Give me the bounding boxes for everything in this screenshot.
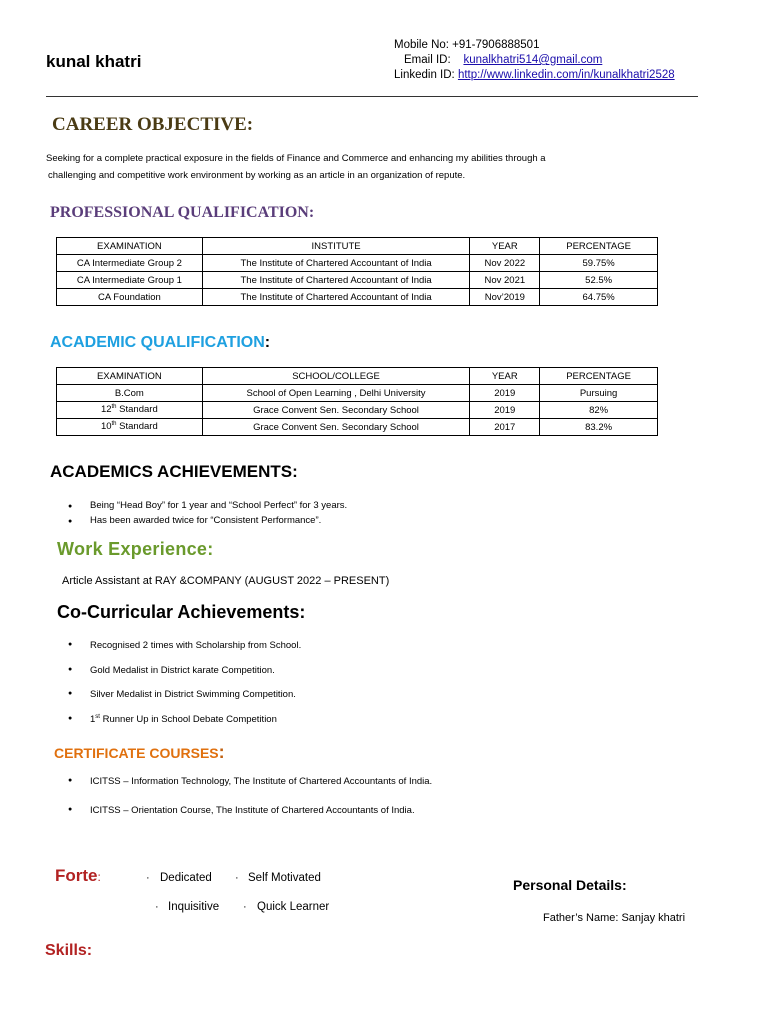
exam-text-rest: Standard	[116, 421, 158, 433]
list-item: ● Recognised 2 times with Scholarship from School.	[68, 640, 301, 665]
table-header-row	[57, 238, 658, 255]
exam-superscript: th	[111, 421, 117, 428]
exam-cell	[57, 402, 203, 419]
work-experience-heading: Work Experience:	[57, 539, 214, 559]
email-row	[394, 53, 675, 68]
professional-qualification-table	[56, 237, 658, 306]
institute-cell: The Institute of Chartered Accountant of India	[202, 272, 470, 289]
percentage-cell: 64.75%	[540, 289, 658, 306]
bullet-dot: ·	[243, 901, 247, 913]
rank-superscript: st	[95, 713, 100, 720]
column-header: INSTITUTE	[202, 238, 470, 255]
bullet-dot: ·	[155, 901, 159, 913]
contact-block	[394, 38, 675, 83]
school-cell: School of Open Learning , Delhi University	[202, 385, 470, 402]
co-curricular-heading: Co-Curricular Achievements:	[57, 602, 306, 622]
exam-text: B.Com	[114, 387, 144, 399]
table-row	[57, 402, 658, 419]
list-item	[68, 714, 301, 739]
linkedin-row	[394, 68, 675, 83]
list-item: ● Has been awarded twice for “Consistent Performance”.	[68, 513, 347, 528]
percentage-cell: 59.75%	[540, 255, 658, 272]
year-cell: Nov 2021	[470, 272, 540, 289]
table-row	[57, 255, 658, 272]
exam-cell	[57, 385, 203, 402]
academics-achievements-heading: ACADEMICS ACHIEVEMENTS:	[50, 462, 298, 481]
exam-cell: CA Intermediate Group 1	[57, 272, 203, 289]
year-cell: Nov 2022	[470, 255, 540, 272]
column-header: EXAMINATION	[57, 238, 203, 255]
mobile-number: +91-7906888501	[452, 39, 540, 51]
exam-text: 12	[100, 404, 112, 416]
percentage-cell: 52.5%	[540, 272, 658, 289]
academic-heading-text: ACADEMIC QUALIFICATION	[50, 334, 265, 351]
linkedin-link[interactable]: http://www.linkedin.com/in/kunalkhatri2528	[457, 69, 675, 81]
list-item: ● ICITSS – Information Technology, The Institute of Chartered Accountants of India.	[68, 776, 432, 805]
table-header-row	[57, 368, 658, 385]
career-objective-text	[46, 150, 686, 184]
academic-qualification-heading	[50, 334, 270, 352]
column-header: PERCENTAGE	[540, 368, 658, 385]
academic-qualification-table	[56, 367, 658, 436]
percentage-cell: 83.2%	[540, 419, 658, 436]
table-row	[57, 289, 658, 306]
list-item: ● Silver Medalist in District Swimming Competition.	[68, 689, 301, 714]
year-cell: 2019	[470, 385, 540, 402]
bullet-dot: ·	[235, 872, 239, 884]
year-cell: Nov’2019	[470, 289, 540, 306]
work-experience-text: Article Assistant at RAY &COMPANY (AUGUST 2022 – PRESENT)	[62, 575, 390, 587]
list-item: ● Being “Head Boy” for 1 year and “School Perfect” for 3 years.	[68, 498, 347, 513]
forte-heading	[55, 866, 101, 886]
email-link[interactable]: kunalkhatri514@gmail.com	[463, 54, 603, 66]
achievements-list	[68, 498, 347, 528]
table-row	[57, 385, 658, 402]
column-header: SCHOOL/COLLEGE	[202, 368, 470, 385]
bullet-dot: ·	[146, 872, 150, 884]
forte-item-self-motivated: Self Motivated	[248, 872, 321, 884]
certificate-heading-text: CERTIFICATE COURSES	[54, 745, 219, 761]
institute-cell: The Institute of Chartered Accountant of India	[202, 255, 470, 272]
fathers-name: Father’s Name: Sanjay khatri	[543, 912, 686, 924]
objective-line-1: Seeking for a complete practical exposure in the fields of Finance and Commerce and enhancing my abilities through a	[46, 153, 546, 164]
percentage-cell: 82%	[540, 402, 658, 419]
professional-qualification-heading: PROFESSIONAL QUALIFICATION:	[50, 204, 315, 221]
exam-cell: CA Intermediate Group 2	[57, 255, 203, 272]
personal-details-heading: Personal Details:	[513, 877, 627, 893]
institute-cell: The Institute of Chartered Accountant of India	[202, 289, 470, 306]
certificate-list	[68, 776, 432, 834]
candidate-name: kunal khatri	[46, 52, 142, 71]
exam-cell: CA Foundation	[57, 289, 203, 306]
table-row	[57, 419, 658, 436]
list-item: ● ICITSS – Orientation Course, The Institute of Chartered Accountants of India.	[68, 805, 432, 834]
header-divider	[46, 96, 698, 97]
email-label: Email ID:	[404, 54, 451, 66]
column-header: YEAR	[470, 238, 540, 255]
exam-text: 10	[100, 421, 112, 433]
year-cell: 2019	[470, 402, 540, 419]
exam-cell	[57, 419, 203, 436]
school-cell: Grace Convent Sen. Secondary School	[202, 419, 470, 436]
co-curricular-list	[68, 640, 301, 738]
academic-heading-colon: :	[264, 334, 271, 351]
mobile-row	[394, 38, 675, 53]
mobile-label: Mobile No:	[394, 39, 449, 51]
forte-item-inquisitive: Inquisitive	[168, 901, 220, 913]
column-header: EXAMINATION	[57, 368, 203, 385]
skills-heading: Skills:	[45, 942, 93, 959]
certificate-heading-colon: :	[218, 742, 225, 762]
rank-text: Runner Up in School Debate Competition	[99, 713, 277, 725]
school-cell: Grace Convent Sen. Secondary School	[202, 402, 470, 419]
forte-heading-text: Forte	[55, 866, 98, 885]
objective-line-2: challenging and competitive work environment by working as an article in an organization of repute.	[48, 170, 466, 181]
column-header: YEAR	[470, 368, 540, 385]
exam-superscript: th	[111, 404, 117, 411]
column-header: PERCENTAGE	[540, 238, 658, 255]
linkedin-label: Linkedin ID:	[394, 69, 455, 81]
forte-item-quick-learner: Quick Learner	[257, 901, 330, 913]
rank-number: 1	[90, 713, 96, 725]
career-objective-heading: CAREER OBJECTIVE:	[52, 114, 254, 135]
list-item: ● Gold Medalist in District karate Competition.	[68, 665, 301, 690]
forte-heading-colon: :	[97, 870, 101, 884]
forte-item-dedicated: Dedicated	[160, 872, 212, 884]
percentage-cell: Pursuing	[540, 385, 658, 402]
year-cell: 2017	[470, 419, 540, 436]
exam-text-rest: Standard	[116, 404, 158, 416]
certificate-courses-heading	[54, 742, 225, 763]
table-row	[57, 272, 658, 289]
